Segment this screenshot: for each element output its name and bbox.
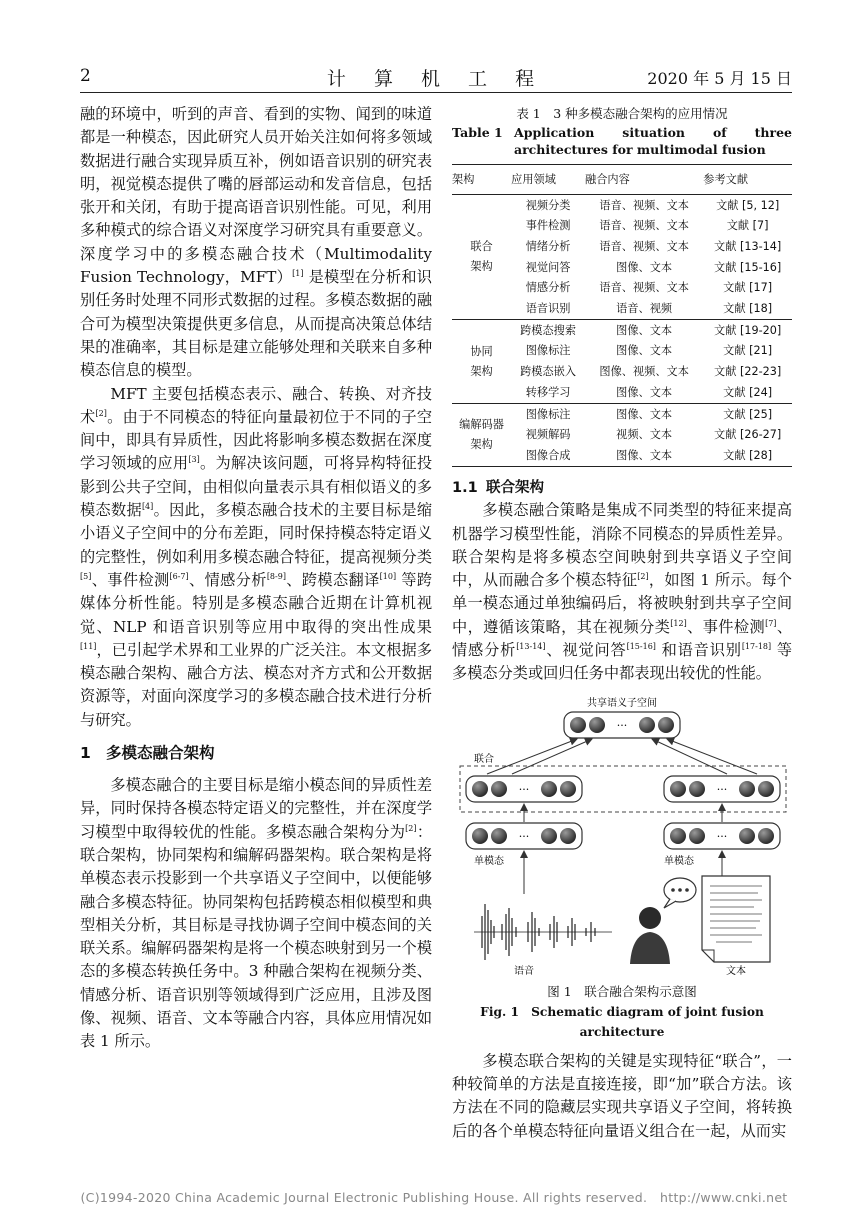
citation[interactable]: [10] [379,571,397,581]
person-icon [630,907,670,964]
copyright-footer: (C)1994-2020 China Academic Journal Electronic Publishing House. All rights reserved. http://www.cnki.net [80,1190,788,1205]
citation[interactable]: [12] [670,618,687,628]
citation[interactable]: [2] [405,823,417,833]
left-column [80,103,432,1054]
citation[interactable]: [3] [188,455,200,465]
section-heading-1: 1 多模态融合架构 [80,744,215,763]
architecture-cell: 协同 架构 [452,320,511,404]
table-cell: 视频分类 [525,198,571,212]
svg-text:···: ··· [518,782,530,796]
table-cell: 文献 [17] [723,281,773,295]
table-cell: 跨模态搜索 [520,323,577,337]
joint-label: 联合 [474,753,494,765]
table-cell: 文献 [19-20] [714,323,782,337]
figure-caption-cn: 图 1 联合融合架构示意图 [547,983,697,999]
table-cell: 事件检测 [525,219,571,233]
neuron-node [639,717,655,733]
table-header-cell: 架构 [452,165,511,195]
neuron-node [658,717,674,733]
table-cell: 语音、视频、文本 [599,240,689,254]
ellipsis: ··· [616,718,628,732]
table-caption-cn: 表 1 3 种多模态融合架构的应用情况 [516,106,728,121]
architecture-cell: 联合 架构 [452,195,511,320]
speech-waveform-icon [474,904,612,960]
paragraph-architecture: 多模态融合的主要目标是缩小模态间的异质性差异，同时保持各模态特定语义的完整性，并在深度学习模型中取得较优的性能。多模态融合架构分为[2]：联合架构，协同架构和编解码器架构。联合架构是将单模态表示投影到一个共享语义子空间中，以便能够融合多模态特征。协同架构包括跨模态相似模型和典型相关分析，其目标是寻找协调子空间中模态间的关联关系。编解码器架构是将一个模态映射到另一个模态的多模态转换任务中。3 种融合架构在视频分类、情感分析、语音识别等领域得到广泛应用，且涉及图像、视频、语音、文本等融合内容，具体应用情况如表 1 所示。 [80,776,432,1051]
table-cell: 图像、文本 [616,260,673,274]
table-cell: 图像、文本 [616,323,673,337]
table-cell: 图像、文本 [585,446,703,467]
table-cell: 语音识别 [511,299,585,320]
table-header-cell: 参考文献 [703,165,792,195]
figure-caption-en: Fig. 1 Schematic diagram of joint fusion architecture [480,1004,764,1039]
table-cell: 情感分析 [525,281,571,295]
table-cell: 语音、视频、文本 [599,281,689,295]
table-cell: 图像、视频、文本 [599,365,689,379]
table-cell: 视频、文本 [616,428,673,442]
table-row [452,404,792,425]
table-cell: 文献 [7] [726,219,769,233]
speech-label: 语音 [514,965,534,977]
right-column [452,103,792,1143]
table-cell: 转移学习 [511,382,585,403]
citation[interactable]: [6-7] [169,571,189,581]
document-icon [702,876,770,962]
citation[interactable]: [7] [765,618,777,628]
table-header-cell: 应用领域 [511,165,585,195]
journal-title: 计 算 机 工 程 [326,68,546,90]
unimodal-label-right: 单模态 [664,855,694,867]
table-cell: 图像、文本 [585,382,703,403]
table-cell: 图像、文本 [616,344,673,358]
table-cell: 图像、文本 [616,407,673,421]
page-number: 2 [80,66,91,86]
table-cell: 图像合成 [511,446,585,467]
table-cell: 图像标注 [525,407,571,421]
citation[interactable]: [11] [80,641,97,651]
table-cell: 文献 [24] [703,382,792,403]
table-caption-en: Table 1 Application situation of three architectures for multimodal fusion [452,125,792,157]
table-cell: 视频解码 [525,428,571,442]
unimodal-label-left: 单模态 [474,855,504,867]
table-cell: 文献 [15-16] [714,260,782,274]
table-cell: 文献 [5, 12] [716,198,780,212]
table-cell: 语音、视频、文本 [599,219,689,233]
paragraph-joint: 多模态融合策略是集成不同类型的特征来提高机器学习模型性能，消除不同模态的异质性差异。联合架构是将多模态空间映射到共享语义子空间中，从而融合多个模态特征[2]，如图 1 所示。每个单一模态通过单独编码后，将被映射到共享子空间中，遵循该策略，其在视频分类[12]、事件检测[7]、情感分析[13-14]、视觉问答[15-16] 和语音识别[17-18] 等多模态分类或回归任务中都表现出较优的性能。 [452,501,793,683]
citation[interactable]: [4] [141,501,154,511]
table-header-cell: 融合内容 [585,165,703,195]
citation[interactable]: [8-9] [266,571,286,581]
table-cell: 语音、视频 [585,299,703,320]
table-cell: 语音、视频、文本 [599,198,689,212]
table-cell: 文献 [18] [703,299,792,320]
paragraph-mft: MFT 主要包括模态表示、融合、转换、对齐技术[2]。由于不同模态的特征向量最初位于不同的子空间中，即具有异质性，因此将影响多模态数据在深度学习领域的应用[3]。为解决该问题，可将异构特征投影到公共子空间，由相似向量表示具有相似语义的多模态数据[4]。因此，多模态融合技术的主要目标是缩小语义子空间中的分布差距，同时保持模态特定语义的完整性，例如利用多模态融合特征，提高视频分类[5]、事件检测[6-7]、情感分析[8-9]、跨模态翻译[10] 等跨媒体分析性能。特别是多模态融合近期在计算机视觉、NLP 和语音识别等应用中取得的突出性成果[11]，已引起学术界和工业界的广泛关注。本文根据多模态融合架构、融合方法、模态对齐方式和公开数据资源等，对面向深度学习的多模态融合技术进行分析与研究。 [80,384,433,729]
application-table [452,164,792,467]
table-1 [452,105,792,467]
table-cell: 文献 [13-14] [714,240,782,254]
citation[interactable]: [17-18] [741,641,772,651]
table-row [452,320,792,341]
table-cell: 文献 [22-23] [714,365,782,379]
svg-text:···: ··· [716,829,728,843]
table-row [452,195,792,216]
table-cell: 图像标注 [525,344,571,358]
table-cell: 跨模态嵌入 [520,365,577,379]
citation[interactable]: [5] [80,571,92,581]
page-header [80,62,792,96]
header-rule [80,92,792,93]
table-cell: 视觉问答 [525,260,571,274]
neuron-node [570,717,586,733]
citation[interactable]: [1] [292,269,304,279]
shared-subspace-label: 共享语义子空间 [587,697,657,709]
joint-fusion-diagram [452,694,792,982]
citation[interactable]: [2] [95,408,107,418]
neuron-node [589,717,605,733]
subsection-heading-1-1: 1.1 联合架构 [452,480,544,497]
citation[interactable]: [13-14] [516,641,546,651]
architecture-cell: 编解码器 架构 [452,404,511,467]
table-cell: 文献 [26-27] [714,428,782,442]
citation[interactable]: [15-16] [626,641,656,651]
table-cell: 文献 [25] [723,407,773,421]
table-cell: 文献 [21] [723,344,773,358]
text-label: 文本 [726,965,746,977]
issue-date: 2020 年 5 月 15 日 [647,69,792,88]
table-cell: 情绪分析 [525,240,571,254]
speech-bubble-icon [664,878,696,908]
citation[interactable]: [2] [637,572,649,582]
paragraph-joint-method: 多模态联合架构的关键是实现特征“联合”，一种较简单的方法是直接连接，即“加”联合方法。该方法在不同的隐藏层实现共享语义子空间，将转换后的各个单模态特征向量语义组合在一起，从而实 [452,1051,792,1140]
paragraph-intro: 融的环境中，听到的声音、看到的实物、闻到的味道都是一种模态，因此研究人员开始关注如何将多领域数据进行融合实现异质互补，例如语音识别的研究表明，视觉模态提供了嘴的唇部运动和发音信息，包括张开和关闭，有助于提高语音识别性能。可见，利用多种模式的综合语义对深度学习研究具有重要意义。深度学习中的多模态融合技术（Multimodality Fusion Technology，MFT）[1] 是模型在分析和识别任务时处理不同形式数据的过程。多模态数据的融合可为模型决策提供更多信息，从而提高决策总体结果的准确率，其目标是建立能够处理和关联来自多种模态信息的模型。 [80,105,432,380]
svg-text:···: ··· [518,829,530,843]
table-cell: 文献 [28] [703,446,792,467]
figure-1 [452,694,792,982]
svg-text:···: ··· [716,782,728,796]
